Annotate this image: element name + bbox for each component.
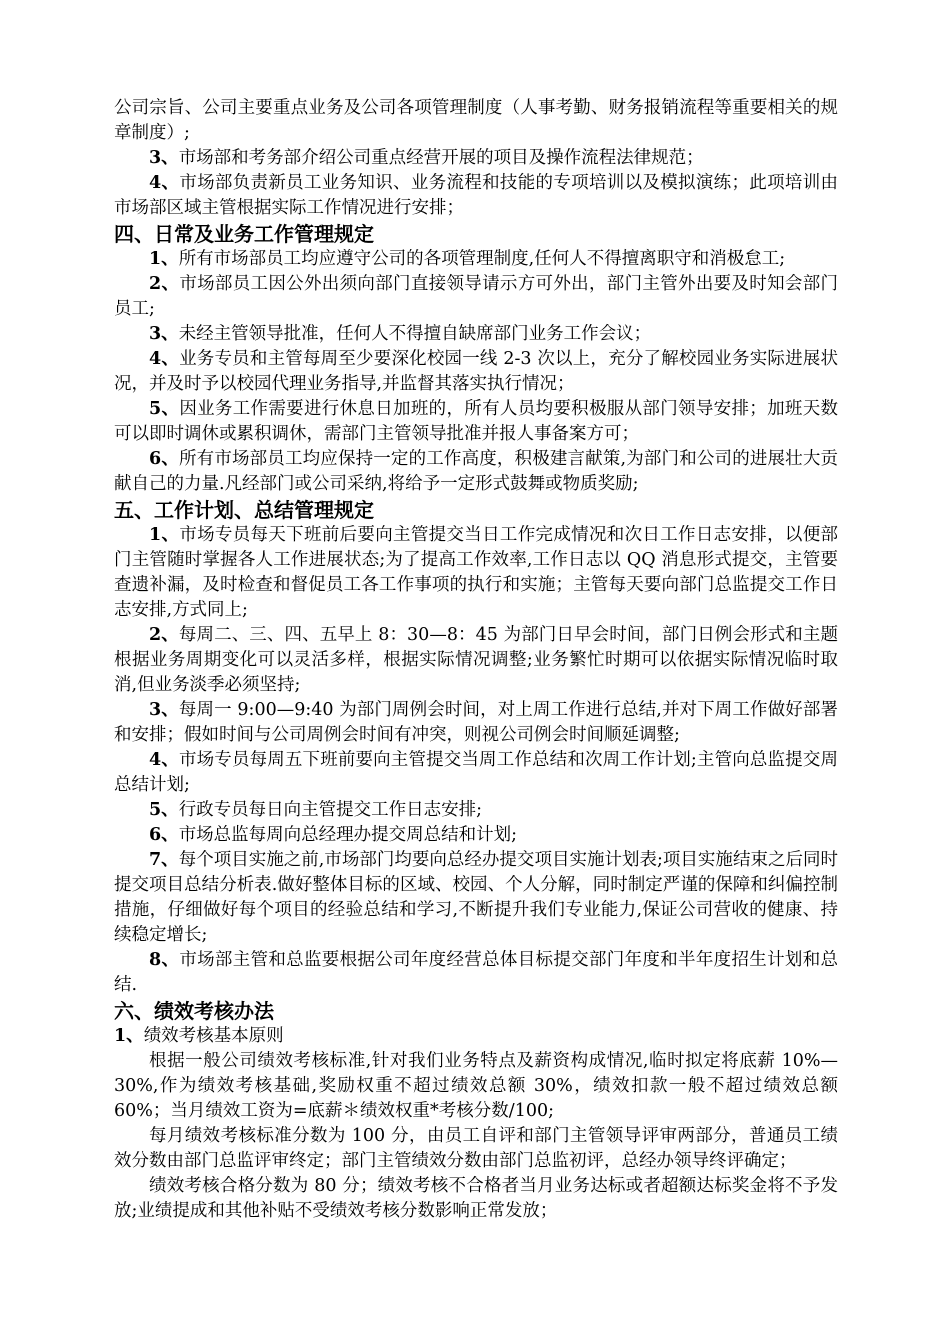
numbered-clause: [114, 623, 838, 698]
clause-text: 未经主管领导批准，任何人不得擅自缺席部门业务工作会议；: [178, 324, 652, 344]
clause-text: 市场专员每天下班前后要向主管提交当日工作完成情况和次日工作日志安排，以便部门主管随时掌握各人工作进展状态;为了提高工作效率,工作日志以 QQ 消息形式提交，主管要查遗补漏，及时检查和督促员工各工作事项的执行和实施；主管每天要向部门总监提交工作日志安排,方式同上;: [114, 525, 839, 620]
clause-text: 所有市场部员工均应保持一定的工作高度，积极建言献策,为部门和公司的进展壮大贡献自己的力量.凡经部门或公司采纳,将给予一定形式鼓舞或物质奖励;: [114, 449, 838, 494]
clause-text: 因业务工作需要进行休息日加班的，所有人员均要积极服从部门领导安排；加班天数可以即时调休或累积调休，需部门主管领导批准并报人事备案方可；: [114, 399, 839, 444]
subsection-number: 1、: [114, 1026, 144, 1046]
clause-text: 行政专员每日向主管提交工作日志安排;: [178, 800, 483, 820]
clause-number: 2、: [149, 625, 179, 645]
clause-number: 6、: [149, 449, 179, 469]
numbered-clause: [114, 698, 838, 748]
clause-number: 2、: [149, 274, 180, 294]
clause-number: 3、: [149, 324, 179, 344]
paragraph: 根据一般公司绩效考核标准,针对我们业务特点及薪资构成情况,临时拟定将底薪 10%—30%,作为绩效考核基础,奖励权重不超过绩效总额 30%，绩效扣款一般不超过绩效总额 60%；当月绩效工资为=底薪＊绩效权重*考核分数/100;: [114, 1051, 838, 1121]
clause-text: 业务专员和主管每周至少要深化校园一线 2-3 次以上，充分了解校园业务实际进展状况，并及时予以校园代理业务指导,并监督其落实执行情况；: [114, 349, 838, 394]
clause-text: 每个项目实施之前,市场部门均要向总经办提交项目实施计划表;项目实施结束之后同时提交项目总结分析表.做好整体目标的区域、校园、个人分解，同时制定严谨的保障和纠偏控制措施，仔细做好每个项目的经验总结和学习,不断提升我们专业能力,保证公司营收的健康、持续稳定增长;: [114, 850, 838, 945]
numbered-clause: [114, 948, 838, 998]
section-heading: 六、绩效考核办法: [114, 999, 274, 1023]
numbered-clause: [114, 397, 838, 447]
clause-number: 4、: [149, 750, 179, 770]
section-heading: 四、日常及业务工作管理规定: [114, 222, 374, 246]
clause-text: 市场部负责新员工业务知识、业务流程和技能的专项培训以及模拟演练；此项培训由市场部区域主管根据实际工作情况进行安排；: [114, 173, 839, 218]
clause-text: 市场专员每周五下班前要向主管提交当周工作总结和次周工作计划;主管向总监提交周总结计划;: [114, 750, 838, 795]
clause-number: 1、: [149, 525, 180, 545]
clause-number: 4、: [149, 173, 180, 193]
subsection-heading: [114, 1024, 838, 1049]
clause-number: 5、: [149, 800, 179, 820]
clause-number: 8、: [149, 950, 180, 970]
paragraph: 每月绩效考核标准分数为 100 分，由员工自评和部门主管领导评审两部分，普通员工绩效分数由部门总监评审终定；部门主管绩效分数由部门总监初评，总经办领导终评确定；: [114, 1126, 838, 1171]
clause-number: 5、: [149, 399, 180, 419]
clause-number: 3、: [149, 148, 179, 168]
clause-text: 所有市场部员工均应遵守公司的各项管理制度,任何人不得擅离职守和消极怠工;: [178, 249, 786, 269]
clause-number: 7、: [149, 850, 179, 870]
numbered-clause: [114, 347, 838, 397]
clause-number: 6、: [149, 825, 179, 845]
clause-text: 市场部员工因公外出须向部门直接领导请示方可外出，部门主管外出要及时知会部门员工;: [114, 274, 839, 319]
clause-text: 每周一 9:00—9:40 为部门周例会时间，对上周工作进行总结,并对下周工作做好部署和安排；假如时间与公司周例会时间有冲突，则视公司例会时间顺延调整;: [114, 700, 838, 745]
clause-text: 每周二、三、四、五早上 8：30—8：45 为部门日早会时间，部门日例会形式和主题根据业务周期变化可以灵活多样，根据实际情况调整;业务繁忙时期可以依据实际情况临时取消,但业务淡季必须坚持;: [114, 625, 838, 695]
clause-number: 3、: [149, 700, 179, 720]
numbered-clause: [114, 447, 838, 497]
numbered-clause: [114, 322, 838, 347]
numbered-clause: [114, 848, 838, 948]
subsection-text: 绩效考核基本原则: [143, 1026, 284, 1046]
section-heading: 五、工作计划、总结管理规定: [114, 498, 374, 522]
paragraph: 公司宗旨、公司主要重点业务及公司各项管理制度（人事考勤、财务报销流程等重要相关的规章制度）;: [114, 98, 838, 143]
clause-text: 市场部和考务部介绍公司重点经营开展的项目及操作流程法律规范；: [178, 148, 704, 168]
numbered-clause: [114, 272, 838, 322]
clause-text: 市场总监每周向总经理办提交周总结和计划;: [178, 825, 518, 845]
numbered-clause: [114, 171, 838, 221]
paragraph: 绩效考核合格分数为 80 分；绩效考核不合格者当月业务达标或者超额达标奖金将不予发放;业绩提成和其他补贴不受绩效考核分数影响正常发放；: [114, 1176, 838, 1221]
numbered-clause: [114, 748, 838, 798]
numbered-clause: [114, 823, 838, 848]
numbered-clause: [114, 146, 838, 171]
numbered-clause: [114, 798, 838, 823]
clause-text: 市场部主管和总监要根据公司年度经营总体目标提交部门年度和半年度招生计划和总结.: [114, 950, 839, 995]
numbered-clause: [114, 247, 838, 272]
numbered-clause: [114, 523, 838, 623]
clause-number: 1、: [149, 249, 179, 269]
clause-number: 4、: [149, 349, 180, 369]
